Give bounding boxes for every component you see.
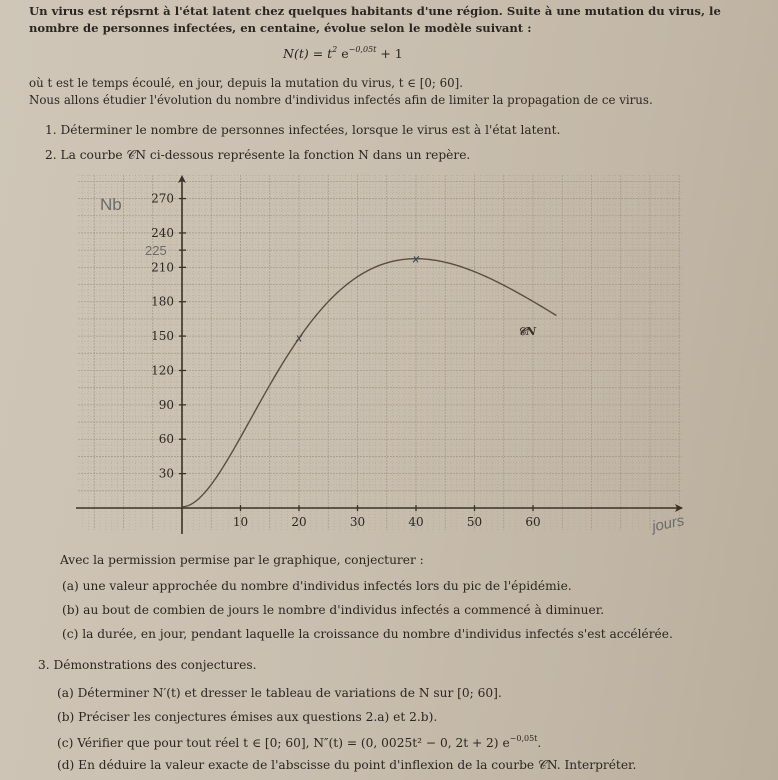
x-tick-label: 50 [466, 515, 483, 529]
y-tick-label: 240 [151, 225, 174, 240]
x-tick-label: 20 [291, 515, 307, 529]
y-tick-label: 90 [158, 397, 174, 412]
y-axis-label: Nb [100, 195, 122, 214]
x-tick-label: 10 [232, 515, 249, 529]
question-2: 2. La courbe 𝒞N ci-dessous représente la fonction N dans un repère. [45, 148, 471, 162]
equation-e: e [337, 46, 349, 61]
y-tick-label: 60 [158, 432, 174, 447]
y-tick-label: 180 [151, 294, 174, 309]
equation-exponent: −0,05t [348, 45, 377, 54]
question-3a: (a) Déterminer N′(t) et dresser le tableau de variations de N sur [0; 60]. [57, 686, 502, 700]
x-tick-label: 60 [525, 515, 541, 529]
x-tick-label: 30 [349, 515, 366, 529]
y-tick-label: 30 [158, 466, 174, 481]
question-1: 1. Déterminer le nombre de personnes infectées, lorsque le virus est à l'état latent. [45, 123, 561, 137]
handwritten-y-tick-225: 225 [145, 243, 167, 259]
question-3d: (d) En déduire la valeur exacte de l'abscisse du point d'inflexion de la courbe 𝒞N. Interpréter. [57, 758, 637, 772]
x-axis-label: jours [650, 512, 686, 536]
question-3c-text: (c) Vérifier que pour tout réel t ∈ [0; 60], N″(t) = (0, 0025t² − 0, 2t + 2) e [57, 736, 510, 750]
question-3b: (b) Préciser les conjectures émises aux questions 2.a) et 2.b). [57, 710, 438, 724]
question-2b: (b) au bout de combien de jours le nombre d'individus infectés a commencé à diminuer. [62, 603, 605, 617]
question-2c: (c) la durée, en jour, pendant laquelle la croissance du nombre d'individus infectés s'est accélérée. [62, 627, 673, 641]
y-tick-label: 210 [151, 260, 174, 275]
y-tick-label: 150 [151, 329, 174, 344]
conjecture-intro: Avec la permission permise par le graphique, conjecturer : [60, 553, 424, 567]
curve-label: 𝒞N [518, 325, 537, 338]
equation-rhs: + 1 [376, 46, 403, 61]
y-tick-label: 270 [151, 191, 174, 206]
question-3: 3. Démonstrations des conjectures. [38, 658, 257, 672]
equation-lhs: N(t) = t [283, 46, 333, 61]
intro-line-4: Nous allons étudier l'évolution du nombre d'individus infectés afin de limiter la propagation de ce virus. [29, 93, 653, 107]
equation-square: 2 [332, 45, 338, 54]
intro-line-1: Un virus est répsrnt à l'état latent chez quelques habitants d'une région. Suite à une mutation du virus, le [29, 4, 721, 18]
intro-line-2: nombre de personnes infectées, en centaine, évolue selon le modèle suivant : [29, 21, 532, 35]
question-3c-end: . [537, 736, 542, 750]
intro-line-3: où t est le temps écoulé, en jour, depuis la mutation du virus, t ∈ [0; 60]. [29, 76, 463, 90]
question-2a: (a) une valeur approchée du nombre d'individus infectés lors du pic de l'épidémie. [62, 579, 572, 593]
x-tick-label: 40 [408, 515, 424, 529]
question-3c-exponent: −0,05t [509, 734, 538, 743]
question-3c [57, 734, 541, 750]
y-tick-label: 120 [151, 363, 174, 378]
